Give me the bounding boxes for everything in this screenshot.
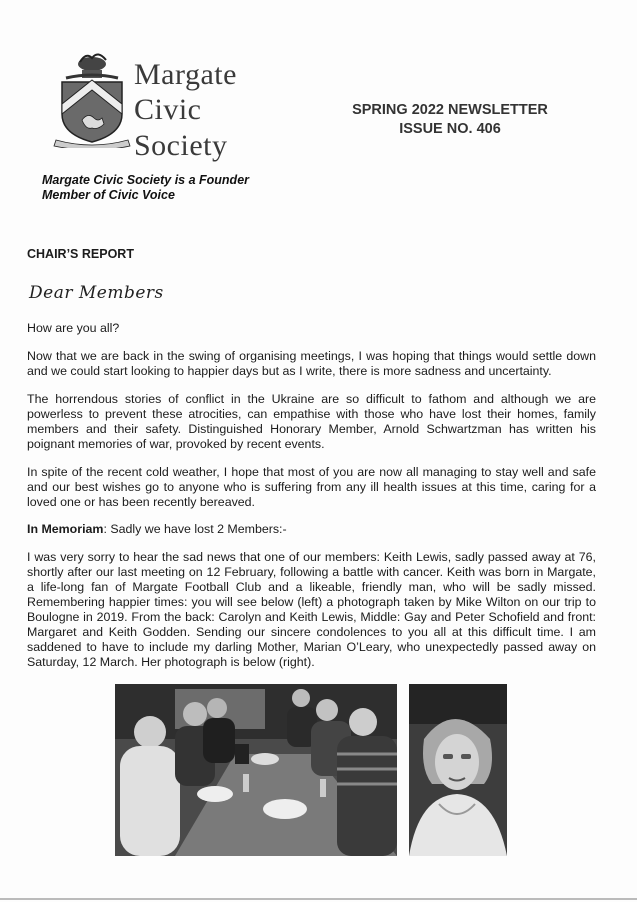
salutation: Dear Members	[29, 283, 164, 303]
founder-line-2: Member of Civic Voice	[42, 188, 175, 202]
section-heading: CHAIR’S REPORT	[27, 247, 134, 261]
group-dinner-photo	[115, 684, 397, 856]
logo-line-civic: Civic	[134, 93, 202, 126]
founder-line-1: Margate Civic Society is a Founder	[42, 173, 250, 187]
logo-line-society: Society	[134, 129, 228, 162]
issue-number: ISSUE NO. 406	[399, 121, 501, 137]
memoriam-label: In Memoriam	[27, 522, 104, 536]
paragraph-tribute: I was very sorry to hear the sad news that one of our members: Keith Lewis, sadly passed away at 76, shortly after our last meeting on 12 February, following a battle with cancer. Keith was born in Margate, a life-long fan of Margate Football Club and a likeable, friendly man, who will be sadly missed. Remembering happier times: you will see below (left) a photograph taken by Mike Wilton on our trip to Boulogne in 2019. From the back: Carolyn and Keith Lewis, Middle: Gay and Peter Schofield and front: Margaret and Keith Godden. Sending our sincere condolences to you all at this difficult time. I am saddened to have to include my darling Mother, Marian O’Leary, who unexpectedly passed away on Saturday, 12 March. Her photograph is below (right).	[27, 550, 596, 669]
memoriam-text: : Sadly we have lost 2 Members:-	[103, 522, 287, 536]
portrait-photo	[409, 684, 507, 856]
paragraph-greeting: How are you all?	[27, 321, 120, 335]
paragraph-memoriam	[27, 522, 596, 537]
newsletter-title: SPRING 2022 NEWSLETTER	[352, 102, 548, 118]
logo-line-margate: Margate	[134, 58, 237, 91]
bottom-divider	[0, 898, 637, 900]
paragraph-ukraine: The horrendous stories of conflict in the Ukraine are so difficult to fathom and although we are powerless to prevent these atrocities, can empathise with those who have lost their homes, family members and their safety. Distinguished Honorary Member, Arnold Schwartzman has written his poignant memories of war, provoked by recent events.	[27, 392, 596, 451]
paragraph-wellbeing: In spite of the recent cold weather, I hope that most of you are now all managing to stay well and safe and our best wishes go to anyone who is suffering from any ill health issues at this time, caring for a loved one or has been recently bereaved.	[27, 465, 596, 509]
paragraph-meetings: Now that we are back in the swing of organising meetings, I was hoping that things would settle down and we could start looking to happier days but as I write, there is more sadness and uncertainty.	[27, 349, 596, 378]
coat-of-arms-icon	[52, 52, 132, 148]
